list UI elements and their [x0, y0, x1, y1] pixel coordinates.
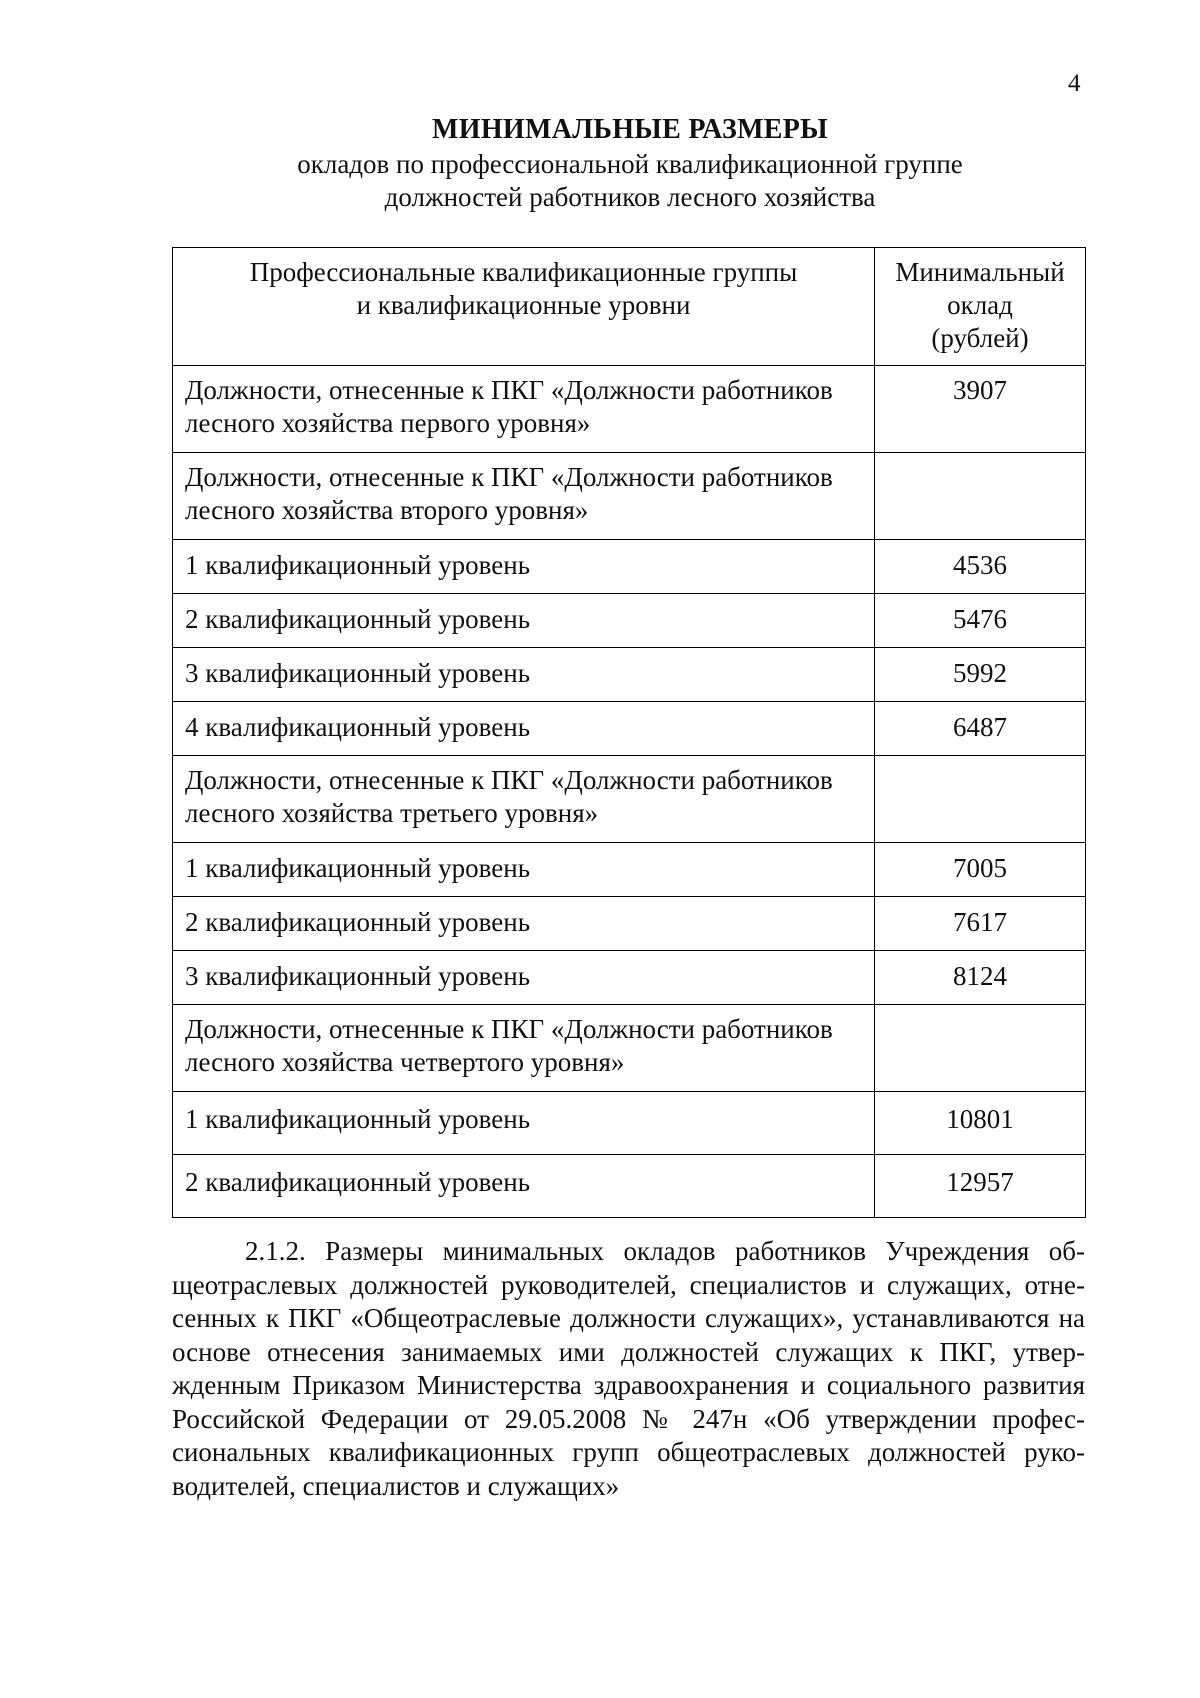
- row-label: 3 квалификационный уровень: [173, 648, 875, 702]
- row-label: 4 квалификационный уровень: [173, 702, 875, 756]
- row-value: 3907: [875, 366, 1086, 453]
- row-value: [875, 453, 1086, 540]
- row-value: 4536: [875, 540, 1086, 594]
- table-row: [173, 648, 1086, 702]
- table-row: [173, 1005, 1086, 1092]
- table-row: [173, 756, 1086, 843]
- row-label-line1: Должности, отнесенные к ПКГ «Должности работников: [185, 375, 833, 405]
- row-value: 6487: [875, 702, 1086, 756]
- row-label: 2 квалификационный уровень: [173, 1155, 875, 1218]
- row-label: 1 квалификационный уровень: [173, 540, 875, 594]
- row-label: 1 квалификационный уровень: [173, 843, 875, 897]
- table-header-row: [173, 248, 1086, 366]
- row-label-line2: лесного хозяйства третьего уровня»: [185, 798, 599, 828]
- table-row: [173, 951, 1086, 1005]
- header-col2-line1: Минимальный: [895, 257, 1065, 287]
- header-col2-line3: (рублей): [931, 323, 1029, 353]
- row-value: 12957: [875, 1155, 1086, 1218]
- row-label: [173, 756, 875, 843]
- header-col1-line2: и квалификационные уровни: [356, 290, 691, 320]
- row-label: 1 квалификационный уровень: [173, 1092, 875, 1155]
- row-label: 2 квалификационный уровень: [173, 594, 875, 648]
- table-row: [173, 1092, 1086, 1155]
- table-row: [173, 594, 1086, 648]
- row-value: 7005: [875, 843, 1086, 897]
- header-groups-levels: [173, 248, 875, 366]
- row-value: [875, 756, 1086, 843]
- table-row: [173, 366, 1086, 453]
- row-value: 5476: [875, 594, 1086, 648]
- document-title: [200, 112, 1060, 214]
- row-value: 5992: [875, 648, 1086, 702]
- table-row: [173, 897, 1086, 951]
- row-label: 2 квалификационный уровень: [173, 897, 875, 951]
- row-label-line2: лесного хозяйства четвертого уровня»: [185, 1047, 625, 1077]
- row-label-line1: Должности, отнесенные к ПКГ «Должности работников: [185, 462, 833, 492]
- row-label: [173, 1005, 875, 1092]
- header-col1-line1: Профессиональные квалификационные группы: [249, 257, 798, 287]
- salary-table: [172, 247, 1086, 1218]
- title-main: МИНИМАЛЬНЫЕ РАЗМЕРЫ: [432, 114, 828, 145]
- title-subtitle-line2: должностей работников лесного хозяйства: [384, 182, 876, 212]
- row-label: [173, 453, 875, 540]
- row-label-line1: Должности, отнесенные к ПКГ «Должности работников: [185, 765, 833, 795]
- row-label: [173, 366, 875, 453]
- row-label-line2: лесного хозяйства второго уровня»: [185, 495, 589, 525]
- table-row: [173, 702, 1086, 756]
- row-value: [875, 1005, 1086, 1092]
- table-row: [173, 843, 1086, 897]
- row-label-line1: Должности, отнесенные к ПКГ «Должности работников: [185, 1014, 833, 1044]
- table-row: [173, 1155, 1086, 1218]
- body-paragraph: 2.1.2. Размеры минимальных окладов работников Учреждения общеотраслевых должностей руководителей, специалистов и служащих, отнесенных к ПКГ «Общеотраслевые должности служащих», устанавливаются на основе отнесения занимаемых ими должностей служащих к ПКГ, утвержденным Приказом Министерства здравоохранения и социального развития Российской Федерации от 29.05.2008 № 247н «Об утверждении профессиональных квалификационных групп общеотраслевых должностей руководителей, специалистов и служащих»: [172, 1236, 1085, 1501]
- title-subtitle-line1: окладов по профессиональной квалификационной группе: [297, 149, 963, 179]
- row-value: 8124: [875, 951, 1086, 1005]
- row-label-line2: лесного хозяйства первого уровня»: [185, 408, 591, 438]
- row-label: 3 квалификационный уровень: [173, 951, 875, 1005]
- row-value: 10801: [875, 1092, 1086, 1155]
- row-value: 7617: [875, 897, 1086, 951]
- page-number: 4: [1068, 70, 1081, 97]
- header-col2-line2: оклад: [947, 290, 1013, 320]
- table-row: [173, 453, 1086, 540]
- header-min-salary: [875, 248, 1086, 366]
- table-row: [173, 540, 1086, 594]
